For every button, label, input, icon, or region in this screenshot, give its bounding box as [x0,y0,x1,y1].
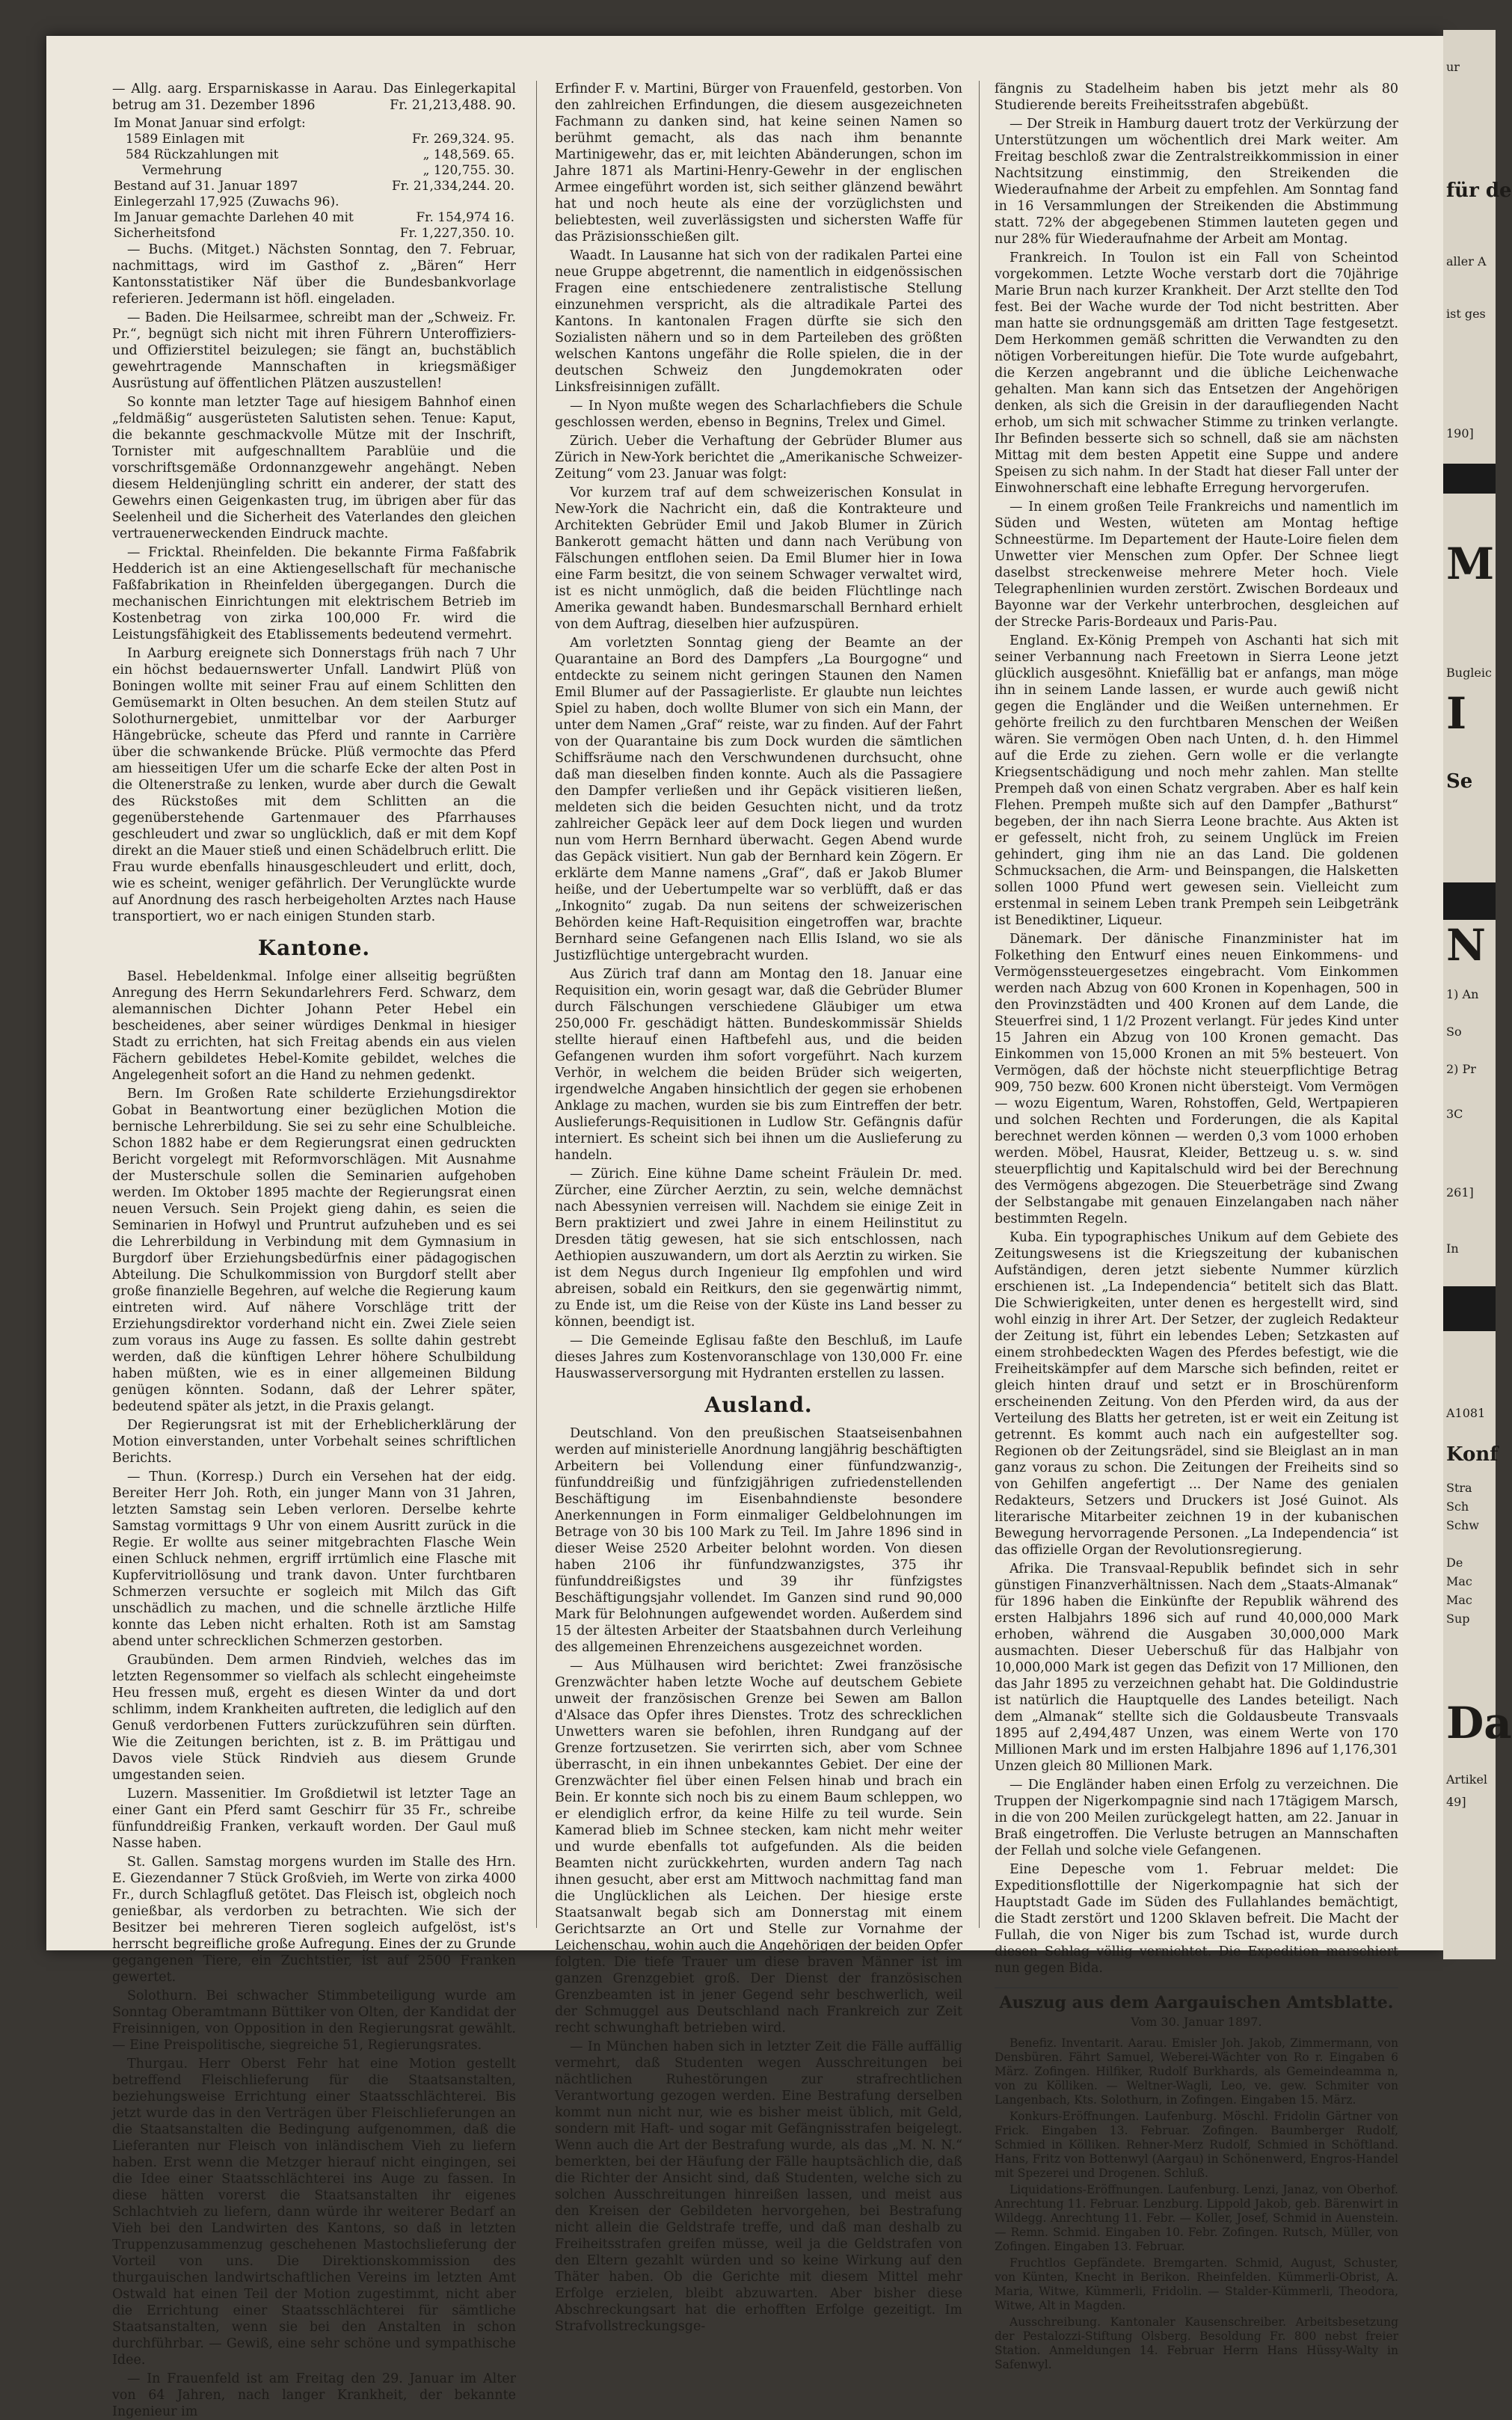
article-paragraph: England. Ex-König Prempeh von Aschanti hat sich mit seiner Verbannung nach Freetown in Sierra Leone jetzt glücklich ausgesöhnt. Kniefällig bat er anfangs, man möge ihn in seinem Lande lassen, er wurde auch gewiß nicht gegen die Engländer und die Weißen unternehmen. Er gehörte freilich zu den furchtbaren Menschen der Weißen wären. Sie vermögen Oben nach Unten, d. h. den Himmel auf die Erde zu ziehen. Gern wolle er die verlangte Kriegsentschädigung und noch mehr zahlen. Man stellte Prempeh daß von einen Schatz vergraben. Aber es half kein Flehen. Prempeh mußte sich auf den Dampfer „Bathurst“ begeben, der ihn nach Sierra Leone brachte. Aus Akten ist er gefesselt, nicht froh, zu seinem Unglück im Freien gehindert, ging ihm nie an das Land. Die goldenen Schmucksachen, die Arm- und Beinspangen, die Halsketten sollen 1000 Pfund wert gewesen sein. Vielleicht zum erstenmal in seinem Leben trank Prempeh sein Leibgetränk ist Benediktiner, Liqueur. [995,633,1398,928]
adjacent-page-edge [1443,30,1512,1959]
adjacent-fragment: Stra [1446,1481,1472,1495]
article-paragraph: Am vorletzten Sonntag gieng der Beamte an der Quarantaine an Bord des Dampfers „La Bourgogne“ und entdeckte zu seinem nicht geringen Staunen den Namen Emil Blumer auf der Passagierliste. Er glaubte nun leichtes Spiel zu haben, doch wollte Blumer von sich ein Mann, der unter dem Namen „Graf“ reiste, war zu finden. Auf der Fahrt von der Quarantaine bis zum Dock wurden die sämtlichen Schiffsräume nach den Verschwundenen durchsucht, ohne daß man dieselben finden konnte. Auch als die Passagiere den Dampfer verließen und ihr Gepäck visitieren ließen, meldeten sich die beiden Gesuchten nicht, und da trotz zahlreicher Gepäck leer auf dem Dock liegen und wurden nun vom Herrn Bernhard überwacht. Gegen Abend wurde das Gepäck visitiert. Nun gab der Bernhard kein Zögern. Er erklärte dem Manne namens „Graf“, daß er Jakob Blumer heiße, und der Uebertumpelte war so verblüfft, daß er das „Inkognito“ zugab. Da nun seitens der schweizerischen Behörden keine Haft-Requisition eingetroffen war, brachte Bernhard seine Gefangenen nach Ellis Island, wo sie als Justizflüchtige untergebracht wurden. [555,636,962,963]
article-paragraph: — Zürich. Eine kühne Dame scheint Fräulein Dr. med. Zürcher, eine Zürcher Aerztin, zu sein, welche demnächst nach Abessynien verreisen will. Nachdem sie einige Zeit in Bern praktiziert und zwei Jahre in einem Heilinstitut zu Dresden tätig gewesen, hat sie sich entschlossen, nach Aethiopien auszuwandern, um dort als Aerztin zu wirken. Sie ist dem Negus durch Ingenieur Ilg empfohlen und wird abreisen, sobald ein Reitkurs, den sie gegenwärtig nimmt, zu Ende ist, um die Reise von der Küste ins Land besser zu können, beendigt ist. [555,1167,962,1330]
article-paragraph: So konnte man letzter Tage auf hiesigem Bahnhof einen „feldmäßig“ ausgerüsteten Salutisten sehen. Tenue: Kaput, die bekannte geschmackvolle Mütze mit der Inschrift, Tornister mit aufgeschnalltem Parablüie und die vorschriftsgemäße Ordonnanzgewehr angehängt. Neben diesem Heldenjüngling schritt ein anderer, der statt des Gewehrs einen Geigenkasten trug, im übrigen aber für das Seelenheil und die Sicherheit des Vaterlandes den gleichen vertrauenerweckenden Eindruck machte. [112,395,516,541]
adjacent-fragment: Konf [1446,1443,1499,1466]
article-paragraph: Afrika. Die Transvaal-Republik befindet sich in sehr günstigen Finanzverhältnissen. Nach dem „Staats-Almanak“ für 1896 haben die Einkünfte der Republik während des ersten Halbjahrs 1896 sich auf rund 40,000,000 Mark erhoben, während die Ausgaben 30,000,000 Mark ausmachten. Dieser Ueberschuß für das Halbjahr von 10,000,000 Mark ist gegen das Defizit von 17 Millionen, den das Jahr 1895 zu verzeichnen gehabt hat. Die Goldindustrie ist natürlich die Hauptquelle des Landes beteiligt. Nach dem „Almanak“ stellte sich die Goldausbeute Transvaals 1895 auf 2,494,487 Unzen, was einem Werte von 170 Millionen Mark und im ersten Halbjahre 1896 auf 1,176,301 Unzen gleich 80 Millionen Mark. [995,1561,1398,1774]
newspaper-page [46,36,1443,2419]
table-row: Im Januar gemachte Darlehen 40 mit Fr. 154,974 16. [114,210,514,225]
article-paragraph: Thurgau. Herr Oberst Fehr hat eine Motion gestellt betreffend Fleischlieferung für die Staatsanstalten, beziehungsweise Errichtung einer Staatsschlächterei. Bis jetzt wurde das in den Verträgen über Fleischlieferungen an die Staatsanstalten die Bedingung aufgenommen, daß die Lieferanten nur Fleisch von inländischem Vieh zu liefern haben. Erst wenn die Metzger hierauf nicht eingingen, sei die Idee einer Staatsschlächterei ins Auge zu fassen. In diese hätten vorerst die Staatsanstalten ihr eigenes Schlachtvieh zu liefern, dann würde ihr weiterer Bedarf an Vieh bei den Landwirten des Kantons, so daß in letzten Truppenzusammenzug geschehenen Mastochslieferung der Vorteil von uns. Die Direktionskommission des thurgauischen landwirtschaftlichen Vereins im letzten Amt Ostwald hat einen Teil der Motion zugestimmt, nicht aber die Errichtung einer Staatsschlächterei für sämtliche Staatsanstalten, wenn sie bei den Anstalten in schon durchführbar. — Gewiß, eine sehr schöne und sympathische Idee. [112,2057,516,2368]
adjacent-fragment: I [1446,688,1467,739]
article-paragraph: — In Frauenfeld ist am Freitag den 29. Januar im Alter von 64 Jahren, nach langer Krankheit, der bekannte Ingenieur im [112,2371,516,2419]
column-rule [536,81,537,1928]
article-paragraph: Luzern. Massenitier. Im Großdietwil ist letzter Tage an einer Gant ein Pferd samt Geschirr für 35 Fr., schreibe fünfunddreißig Franken, verkauft worden. Der Gaul muß Nasse haben. [112,1787,516,1851]
amtsblatt-item: Konkurs-Eröffnungen. Laufenburg. Möschl. Fridolin Gärtner von Frick. Eingaben 13. Februar. Zofingen. Baumberger Rudolf, Schmied in Kölliken. Rehner-Merz Rudolf, Schmied in Schöftland. Hans, Fritz von Bottenwyl (Aargau) in Schönenwerd, Engros-Handel mit Spezerei und Drogenen. Schluß. [995,2110,1398,2180]
column-rule [979,81,980,1928]
ornament-bar [1443,464,1496,494]
adjacent-fragment: Se [1446,770,1473,793]
adjacent-fragment: Mac [1446,1593,1472,1607]
article-paragraph: Zürich. Ueber die Verhaftung der Gebrüder Blumer aus Zürich in New-York berichtet die „Amerikanische Schweizer-Zeitung“ vom 23. Januar was folgt: [555,434,962,482]
amtsblatt-item: Ausschreibung. Kantonaler Kausenschreiber. Arbeitsbesetzung der Pestalozzi-Stiftung Olsberg. Besoldung Fr. 800 nebst freier Station. Anmeldungen 14. Februar Herrn Hans Hüssy-Walty in Safenwyl. [995,2315,1398,2371]
adjacent-fragment: 261] [1446,1185,1474,1200]
table-row: Im Monat Januar sind erfolgt: [114,116,306,131]
adjacent-fragment: N [1446,920,1487,971]
adjacent-fragment: M [1446,538,1495,589]
article-paragraph: Frankreich. In Toulon ist ein Fall von Scheintod vorgekommen. Letzte Woche verstarb dort die 70jährige Marie Brun nach kurzer Krankheit. Der Arzt stellte den Tod fest. Bei der Wache wurde der Tod nicht bestritten. Aber man hatte sie ordnungsgemäß am dritten Tage festgesetzt. Dem Herkommen gemäß schritten die Verwandten zu den nötigen Vorbereitungen hiefür. Die Tote wurde aufgebahrt, die Kerzen angebrannt und die übliche Leichenwache gehalten. Man kann sich das Entsetzen der Angehörigen denken, als sich die Greisin in der daraufliegenden Nacht erhob, um sich mit schwacher Stimme zu trinken verlangte. Ihr Befinden besserte sich so schnell, daß sie am nächsten Mittag mit dem besten Appetit eine Suppe und andere Speisen zu sich nahm. In der Stadt hat dieser Fall unter der Einwohnerschaft eine lebhafte Erregung hervorgerufen. [995,251,1398,496]
adjacent-fragment: A1081 [1446,1406,1486,1420]
ornament-bar [1443,882,1496,920]
article-paragraph: Dänemark. Der dänische Finanzminister hat im Folkething den Entwurf eines neuen Einkommens- und Vermögenssteuergesetzes eingebracht. Vom Einkommen werden nach Abzug von 600 Kronen in Kopenhagen, 500 in den Provinzstädten und 400 Kronen auf dem Lande, die Steuerfrei sind, 1 1/2 Prozent verlangt. Für jedes Kind unter 15 Jahren ein Abzug von 100 Kronen gemacht. Das Einkommen von 15,000 Kronen an mit 5% besteuert. Von Vermögen, daß der höchste nicht steuerpflichtige Betrag 909, 750 bezw. 600 Kronen nicht übersteigt. Vom Vermögen — wozu Eigentum, Waren, Rohstoffen, Geld, Wertpapieren und solchen Rechten und Forderungen, die als Kapital berechnet werden können — werden 0,3 vom 1000 erhoben werden. Möbel, Hausrat, Kleider, Bettzeug u. s. w. sind steuerpflichtig und Kapitalschuld wird bei der Berechnung des Vermögens abgezogen. Die Steuerbeträge sind Zwang der Selbstangabe mit genauen Einzelangaben nach näher bestimmten Regeln. [995,932,1398,1226]
adjacent-fragment: aller A [1446,254,1487,268]
article-paragraph: — Die Gemeinde Eglisau faßte den Beschluß, im Laufe dieses Jahres zum Kostenvoranschlage von 130,000 Fr. eine Hauswasserversorgung mit Hydranten erstellen zu lassen. [555,1333,962,1381]
article-paragraph: In Aarburg ereignete sich Donnerstags früh nach 7 Uhr ein höchst bedauernswerter Unfall. Landwirt Plüß von Boningen wollte mit seiner Frau auf einem Schlitten den Gemüsemarkt in Olten besuchen. An dem steilen Stutz auf Solothurnergebiet, unmittelbar vor der Aarburger Hängebrücke, scheute das Pferd und rannte in Carrière über die schwankende Brücke. Plüß vermochte das Pferd am hiesseitigen Ufer um die scharfe Ecke der alten Post in die Oltenerstraße zu lenken, wurde aber durch die Gewalt des Rückstoßes mit dem Schlitten an die gegenüberstehende Gartenmauer des Pfarrhauses geschleudert und zwar so unglücklich, daß er mit dem Kopf direkt an die Mauer stieß und einen Schädelbruch erlitt. Die Frau wurde ebenfalls hinausgeschleudert und erlitt, doch, wie es scheint, weniger gefährlich. Der Verunglückte wurde auf Anordnung des rasch herbeigeholten Arztes nach Hause transportiert, wo er nach einigen Stunden starb. [112,646,516,924]
article-paragraph: Basel. Hebeldenkmal. Infolge einer allseitig begrüßten Anregung des Herrn Sekundarlehrers Ferd. Schwarz, dem alemannischen Dichter Johann Peter Hebel ein bescheidenes, aber seiner würdiges Denkmal in hiesiger Stadt zu errichten, hat sich Freitag abends ein aus vielen Fächern gebildetes Hebel-Komite gebildet, welches die Angelegenheit sofort an die Hand zu nehmen gedenkt. [112,969,516,1083]
article-paragraph: — Buchs. (Mitget.) Nächsten Sonntag, den 7. Februar, nachmittags, wird im Gasthof z. „Bären“ Herr Kantonsstatistiker Näf über die Bundesbankvorlage referieren. Jedermann ist höfl. eingeladen. [112,242,516,307]
ersparnis-intro: — Allg. aarg. Ersparniskasse in Aarau. Das Einlegerkapital betrug am 31. Dezember 1896 Fr. 21,213,488. 90. [112,82,516,113]
ornament-bar [1443,1286,1496,1331]
column-2 [555,81,962,2334]
adjacent-fragment: Sup [1446,1612,1470,1626]
adjacent-fragment: So [1446,1025,1462,1039]
section-heading-kantone: Kantone. [257,936,371,960]
adjacent-fragment: ist ges [1446,307,1486,321]
article-paragraph: fängnis zu Stadelheim haben bis jetzt mehr als 80 Studierende bereits Freiheitsstrafen abgebüßt. [995,82,1398,113]
article-paragraph: Graubünden. Dem armen Rindvieh, welches das im letzten Regensommer so vielfach als schlecht eingeheimste Heu fressen muß, ergeht es diesen Winter da und dort schlimm, indem Krankheiten auftreten, die lediglich auf den Genuß verdorbenen Futters zurückzuführen sein dürften. Wie die Zeitungen berichten, ist z. B. im Prättigau und Davos viele Stück Rindvieh aus diesem Grunde umgestanden seien. [112,1653,516,1783]
article-paragraph: — Der Streik in Hamburg dauert trotz der Verkürzung der Unterstützungen um wöchentlich drei Mark weiter. Am Freitag beschloß zwar die Zentralstreikkommission in einer Nachtsitzung einstimmig, den Streikenden die Wiederaufnahme der Arbeit zu empfehlen. Am Sonntag fand in 16 Versammlungen der Streikenden die Abstimmung statt. 72% der abgegebenen Stimmen lauteten gegen und nur 28% für Wiederaufnahme der Arbeit am Montag. [995,117,1398,247]
article-paragraph: Aus Zürich traf dann am Montag den 18. Januar eine Requisition ein, worin gesagt war, daß die Gebrüder Blumer durch Fälschungen verschiedene Gläubiger um etwa 250,000 Fr. geschädigt hätten. Bundeskommissär Shields stellte hierauf einen Haftbefehl aus, und die beiden Gefangenen wurden ihm sofort vorgeführt. Nach kurzem Verhör, in welchem die beiden Brüder sich weigerten, irgendwelche Angaben hinsichtlich der gegen sie erhobenen Anklage zu machen, wurden sie bis zum Eintreffen der betr. Auslieferungs-Requisitionen in Ludlow Str. Gefängnis dafür interniert. Es scheint sich bei ihnen um die Auslieferung zu handeln. [555,967,962,1163]
article-paragraph: — Die Engländer haben einen Erfolg zu verzeichnen. Die Truppen der Nigerkompagnie sind nach 17tägigem Marsch, in die von 200 Meilen zurückgelegt hatten, am 22. Januar in Braß eingetroffen. Die Verluste betrugen an Mannschaften der Fellah und solche viele Gefangenen. [995,1778,1398,1858]
ersparnis-table [112,116,516,242]
adjacent-fragment: In [1446,1241,1459,1256]
column-1 [112,81,516,2419]
adjacent-fragment: 2) Pr [1446,1062,1476,1076]
article-paragraph: — In München haben sich in letzter Zeit die Fälle auffällig vermehrt, daß Studenten wegen Ausschreitungen bei nächtlichen Ruhestörungen zur strafrechtlichen Verantwortung gezogen werden. Eine Bestrafung derselben kommt nun nicht nur, wie es bisher meist üblich, mit Geld, sondern mit Haft- und sogar mit Gefängnisstrafen beigelegt. Wenn auch die Art der Bestrafung wurde, als das „M. N. N.“ bemerkten, bei der Häufung der Fälle hauptsächlich die, daß die Richter der Ansicht sind, daß Studenten, welche sich zu solchen Ausschreitungen hinreißen lassen, und meist aus den Kreisen der Gebildeten hervorgehen, bei Bestrafung nicht allein die Geldstrafe treffe, und daß man deshalb zu Freiheitsstrafen greifen müsse, weil ja die Geldstrafen von den Eltern gezahlt würden und so keine Wirkung auf den Thäter haben. Ob die Gerichte mit diesem Mittel mehr Erfolge erzielen, bleibt abzuwarten. Aber bisher diese Abschreckungsart hat die erhofften Erfolge gezeitigt. Im Strafvollstreckungsge- [555,2039,962,2334]
amtsblatt-item: Benefiz. Inventarit. Aarau. Emisler Joh. Jakob, Zimmermann, von Densbüren. Fährt Samuel, Weberei-Wächter von Ro r. Eingaben 6 März. Zofingen. Hilfiker, Rudolf Burkhards, als Gemeindeamma n, von zu Kölliken. — Weltner-Wagli, Leo, ve. gew. Schmiter von Langenbach, Kts. Solothurn, in Zofingen. Eingaben 15. März. [995,2036,1398,2107]
article-paragraph: — Aus Mülhausen wird berichtet: Zwei französische Grenzwächter haben letzte Woche auf deutschem Gebiete unweit der französischen Grenze bei Sewen am Ballon d'Alsace das Opfer ihres Dienstes. Trotz des schrecklichen Unwetters waren sie befohlen, ihren Rundgang auf der Grenze fortzusetzen. Sie verirrten sich, aber vom Schnee überrascht, in ein ihnen unbekanntes Gebiet. Der eine der Grenzwächter fiel über einen Felsen hinab und brach ein Bein. Er konnte sich noch bis zu einem Baum schleppen, wo er elendiglich erfror, da keine Hilfe zu teil wurde. Sein Kamerad blieb im Schnee stecken, kam nicht mehr weiter und wurde ebenfalls tot aufgefunden. Als die beiden Beamten nicht zurückkehrten, wurden andern Tag nach ihnen gesucht, aber erst am Mittwoch nachmittag fand man die Unglücklichen als Leichen. Der hiesige erste Staatsanwalt begab sich am Donnerstag mit einem Gerichtsarzte an Ort und Stelle zur Vornahme der Leichenschau, wohin auch die Angehörigen der beiden Opfer folgten. Die tiefe Trauer um diese braven Männer ist im ganzen Grenzgebiet groß. Der Dienst der französischen Grenzbeamten ist in jener Gegend sehr beschwerlich, weil der Schmuggel aus Deutschland nach Frankreich zur Zeit recht schwunghaft betrieben wird. [555,1659,962,2036]
column-3 [995,81,1398,2371]
adjacent-fragment: Mac [1446,1574,1472,1588]
adjacent-fragment: Artikel [1446,1772,1488,1787]
table-row: Sicherheitsfond Fr. 1,227,350. 10. [114,226,514,241]
adjacent-fragment: für de [1446,179,1512,202]
table-row: 584 Rückzahlungen mit „ 148,569. 65. [126,147,514,162]
article-paragraph: Erfinder F. v. Martini, Bürger von Frauenfeld, gestorben. Von den zahlreichen Erfindungen, die diesem ausgezeichneten Fachmann zu danken sind, hat keine seinen Namen so berühmt gemacht, als das nach ihm benannte Martinigewehr, das er, mit leichten Abänderungen, schon im Jahre 1871 als Martini-Henry-Gewehr in der englischen Armee eingeführt worden ist, sich seither glänzend bewährt hat und noch heute als eine der vorzüglichsten und beliebtesten, weil zuverlässigsten und sichersten Waffe für das Präzisionsschießen gilt. [555,82,962,245]
article-paragraph: Waadt. In Lausanne hat sich von der radikalen Partei eine neue Gruppe abgetrennt, die namentlich in eidgenössischen Fragen eine entschiedenere zentralistische Stellung einzunehmen verspricht, als die altradikale Partei des Kantons. In kantonalen Fragen dürfte sie sich den Sozialisten nähern und so in dem Parteileben des größten welschen Kantons ungefähr die Rolle spielen, die in der deutschen Schweiz den Jungdemokraten oder Linksfreisinnigen zufällt. [555,248,962,395]
adjacent-fragment: 49] [1446,1795,1466,1809]
adjacent-fragment: Schw [1446,1518,1479,1532]
article-paragraph: — In Nyon mußte wegen des Scharlachfiebers die Schule geschlossen werden, ebenso in Begnins, Trelex und Gimel. [555,399,962,430]
article-paragraph: Eine Depesche vom 1. Februar meldet: Die Expeditionsflottille der Nigerkompagnie hat sich der Hauptstadt Gade im Süden des Fullahlandes bemächtigt, die Stadt zerstört und 1200 Sklaven befreit. Die Macht der Fullah, die von Niger bis zum Tschad ist, wurde durch diesen Schlag völlig vernichtet. Die Expedition marschiert nun gegen Bida. [995,1862,1398,1976]
adjacent-fragment: Da [1446,1698,1512,1748]
amtsblatt-item: Fruchtlos Gepfändete. Bremgarten. Schmid, August, Schuster, von Künten, Knecht in Berikon. Rheinfelden. Kümmerli-Obrist, A. Maria, Witwe, Kümmerli, Fridolin. — Stalder-Kümmerli, Theodora, Witwe, Alt in Magden. [995,2256,1398,2312]
article-paragraph: St. Gallen. Samstag morgens wurden im Stalle des Hrn. E. Giezendanner 7 Stück Großvieh, im Werte von zirka 4000 Fr., durch Schlagfluß getötet. Das Fleisch ist, obgleich noch genießbar, als verdorben zu betrachten. Wie sich der Besitzer bei mehreren Tieren sogleich aufgelöst, ist's herrscht begreifliche große Aufregung. Eines der zu Grunde gegangenen Tiere, ein Zuchtstier, ist auf 2500 Franken gewertet. [112,1855,516,1985]
adjacent-fragment: Sch [1446,1499,1469,1514]
article-paragraph: — Fricktal. Rheinfelden. Die bekannte Firma Faßfabrik Hedderich ist an eine Aktiengesellschaft für mechanische Faßfabrikation in Rheinfelden übergegangen. Durch die mechanischen Einrichtungen mit elektrischem Betrieb im Kostenbetrag von zirka 100,000 Fr. wird die Leistungsfähigkeit des Etablissements bedeutend vermehrt. [112,545,516,642]
section-heading-ausland: Ausland. [704,1392,813,1417]
table-row: 1589 Einlagen mit Fr. 269,324. 95. [126,132,514,147]
adjacent-fragment: 1) An [1446,987,1479,1001]
article-paragraph: Bern. Im Großen Rate schilderte Erziehungsdirektor Gobat in Beantwortung einer bezüglichen Motion die bernische Lehrerbildung. Sie sei zu sehr eine Schulbleiche. Schon 1882 habe er dem Regierungsrat einen gedruckten Bericht vorgelegt mit Reformvorschlägen. Mit Ausnahme der Musterschule sollen die Seminarien aufgehoben werden. Im Oktober 1895 machte der Regierungsrat einen neuen Versuch. Sein Projekt gieng dahin, es seien die Seminarien in Hofwyl und Pruntrut aufzuheben und es sei die Lehrerbildung in Verbindung mit dem Gymnasium in Burgdorf über Erziehungsbedürfnis einer pädagogischen Abteilung. Die Schulkommission von Burgdorf stellt aber große finanzielle Begehren, auf welche die Regierung kaum eintreten wird. Auf nähere Vorschläge tritt der Erziehungsdirektor vorderhand nicht ein. Zwei Ziele seien zum voraus ins Auge zu fassen. Es sollte dahin gestrebt werden, daß die künftigen Lehrer höhere Schulbildung haben müßten, wie es in einer allgemeinen Bildung genügen könnten. Sodann, daß der Lehrer später, bedeutend später als jetzt, in die Praxis gelangt. [112,1087,516,1414]
adjacent-fragment: Bugleic [1446,666,1492,680]
amtsblatt-item: Liquidations-Eröffnungen. Laufenburg. Lenzi, Janaz, von Oberhof. Anrechtung 11. Februar. Lenzburg. Lippold Jakob, geb. Bärenwirt in Wildegg. Anrechtung 11. Febr. — Koller, Josef, Schmid in Auenstein. — Remn. Schmid. Eingaben 10. Febr. Zofingen. Rutsch, Müller, von Zofingen. Eingaben 13. Februar. [995,2183,1398,2253]
article-paragraph: Solothurn. Bei schwacher Stimmbeteiligung wurde am Sonntag Oberamtmann Büttiker von Olten, der Kandidat der Freisinnigen, von Opposition in den Regierungsrat gewählt. — Eine Preispolitische, siegreiche 51, Regierungsrates. [112,1988,516,2053]
article-paragraph: Deutschland. Von den preußischen Staatseisenbahnen werden auf ministerielle Anordnung langjährig beschäftigten Arbeitern bei Vollendung einer fünfundzwanzig-, fünfunddreißig und fünfzigjährigen zufriedenstellenden Beschäftigung im Eisenbahndienste besondere Anerkennungen in Form einmaliger Geldbelohnungen im Betrage von 30 bis 100 Mark zu Teil. Im Jahre 1896 sind in dieser Weise 2520 Arbeiter belohnt worden. Von diesen haben 2106 ihr fünfundzwanzigstes, 375 ihr fünfunddreißigstes und 39 ihr fünfzigstes Beschäftigungsjahr vollendet. Im Ganzen sind rund 90,000 Mark für Belohnungen aufgewendet worden. Außerdem sind 15 der ältesten Arbeiter der Staatsbahnen durch Verleihung des allgemeinen Ehrenzeichens ausgezeichnet worden. [555,1426,962,1655]
article-paragraph: Der Regierungsrat ist mit der Erheblicherklärung der Motion einverstanden, unter Vorbehalt seines schriftlichen Berichts. [112,1418,516,1466]
adjacent-fragment: 190] [1446,426,1474,440]
adjacent-fragment: ur [1446,60,1460,74]
article-paragraph: — Baden. Die Heilsarmee, schreibt man der „Schweiz. Fr. Pr.“, begnügt sich nicht mit ihren Führern Unteroffiziers- und Offizierstitel beizulegen; sie fängt an, buchstäblich gewehrtragende Mannschaften in kriegsmäßiger Ausrüstung auf öffentlichen Plätzen auszustellen! [112,310,516,391]
article-paragraph: Vor kurzem traf auf dem schweizerischen Konsulat in New-York die Nachricht ein, daß die Kontrakteure und Architekten Gebrüder Emil und Jakob Blumer in Zürich Bankerott gemacht hätten und dann nach Verübung von Fälschungen entflohen seien. Da Emil Blumer hier in Iowa eine Farm besitzt, die von seinem Schwager verwaltet wird, ist es nicht unmöglich, daß die beiden Flüchtlinge nach Amerika gewandt haben. Bundesmarschall Bernhard erhielt von dem Auftrag, dieselben hier aufzuspüren. [555,485,962,632]
adjacent-fragment: 3C [1446,1107,1463,1121]
table-row: Bestand auf 31. Januar 1897 Fr. 21,334,244. 20. [114,179,514,194]
article-paragraph: — Thun. (Korresp.) Durch ein Versehen hat der eidg. Bereiter Herr Joh. Roth, ein junger Mann von 31 Jahren, letzten Samstag sein Leben verloren. Derselbe kehrte Samstag vormittags 9 Uhr von einem Ausritt zurück in die Regie. Er wollte aus seiner mitgebrachten Flasche Wein einen Schluck nehmen, ergriff irrtümlich eine Flasche mit Kupfervitriollösung und trank davon. Unter furchtbaren Schmerzen versuchte er sogleich mit Milch das Gift unschädlich zu machen, und die schnelle ärztliche Hilfe konnte das Leben nicht erhalten. Roth ist am Samstag abend unter schrecklichen Schmerzen gestorben. [112,1469,516,1649]
article-paragraph: Kuba. Ein typographisches Unikum auf dem Gebiete des Zeitungswesens ist die Kriegszeitung der kubanischen Aufständigen, deren jetzt siebente Nummer kürzlich erschienen ist. „La Independencia“ betitelt sich das Blatt. Die Schwierigkeiten, unter denen es hergestellt wird, sind wohl einzig in ihrer Art. Der Setzer, der zugleich Redakteur der Zeitung ist, führt ein lebendes Leben; Setzkasten auf einem strohbedeckten Wagen des Pferdes befestigt, wie die Freiheitskämpfer auf dem Marsche sich befinden, reitet er gleich hinten drauf und setzt er in Broschürenform erscheinenden Zeitung. Von den Pferden wird, da aus der Verteilung des Blatts her getreten, ist er weit ein Zeitung ist getrennt. Es kommt auch nach ein aufgestellter sog. Regionen ob der Zeitungsrädel, sind sie Bleiglast an in man ganz voraus zu schon. Die Zeitungen der Freiheits sind so von Gehilfen angefertigt ... Der Name des genialen Redakteurs, Setzers und Druckers ist José Guinot. Als literarische Mitarbeiter zeichnen 19 in der kubanischen Bewegung hervorragende Personen. „La Independencia“ ist das offizielle Organ der Revolutionsregierung. [995,1230,1398,1558]
table-row: Vermehrung „ 120,755. 30. [142,163,514,178]
amtsblatt-date: Vom 30. Januar 1897. [1131,2015,1262,2029]
adjacent-fragment: De [1446,1556,1463,1570]
article-paragraph: — In einem großen Teile Frankreichs und namentlich im Süden und Westen, wüteten am Montag heftige Schneestürme. Im Departement der Haute-Loire fielen dem Unwetter vier Menschen zum Opfer. Der Schnee liegt daselbst streckenweise mehrere Meter hoch. Viele Telegraphenlinien wurden zerstört. Zwischen Bordeaux und Bayonne war der Verkehr unterbrochen, desgleichen auf der Strecke Paris-Bordeaux und Paris-Pau. [995,500,1398,630]
amtsblatt-heading: Auszug aus dem Aargauischen Amtsblatte. [995,1987,1398,2011]
table-row: Einlegerzahl 17,925 (Zuwachs 96). [114,194,339,209]
